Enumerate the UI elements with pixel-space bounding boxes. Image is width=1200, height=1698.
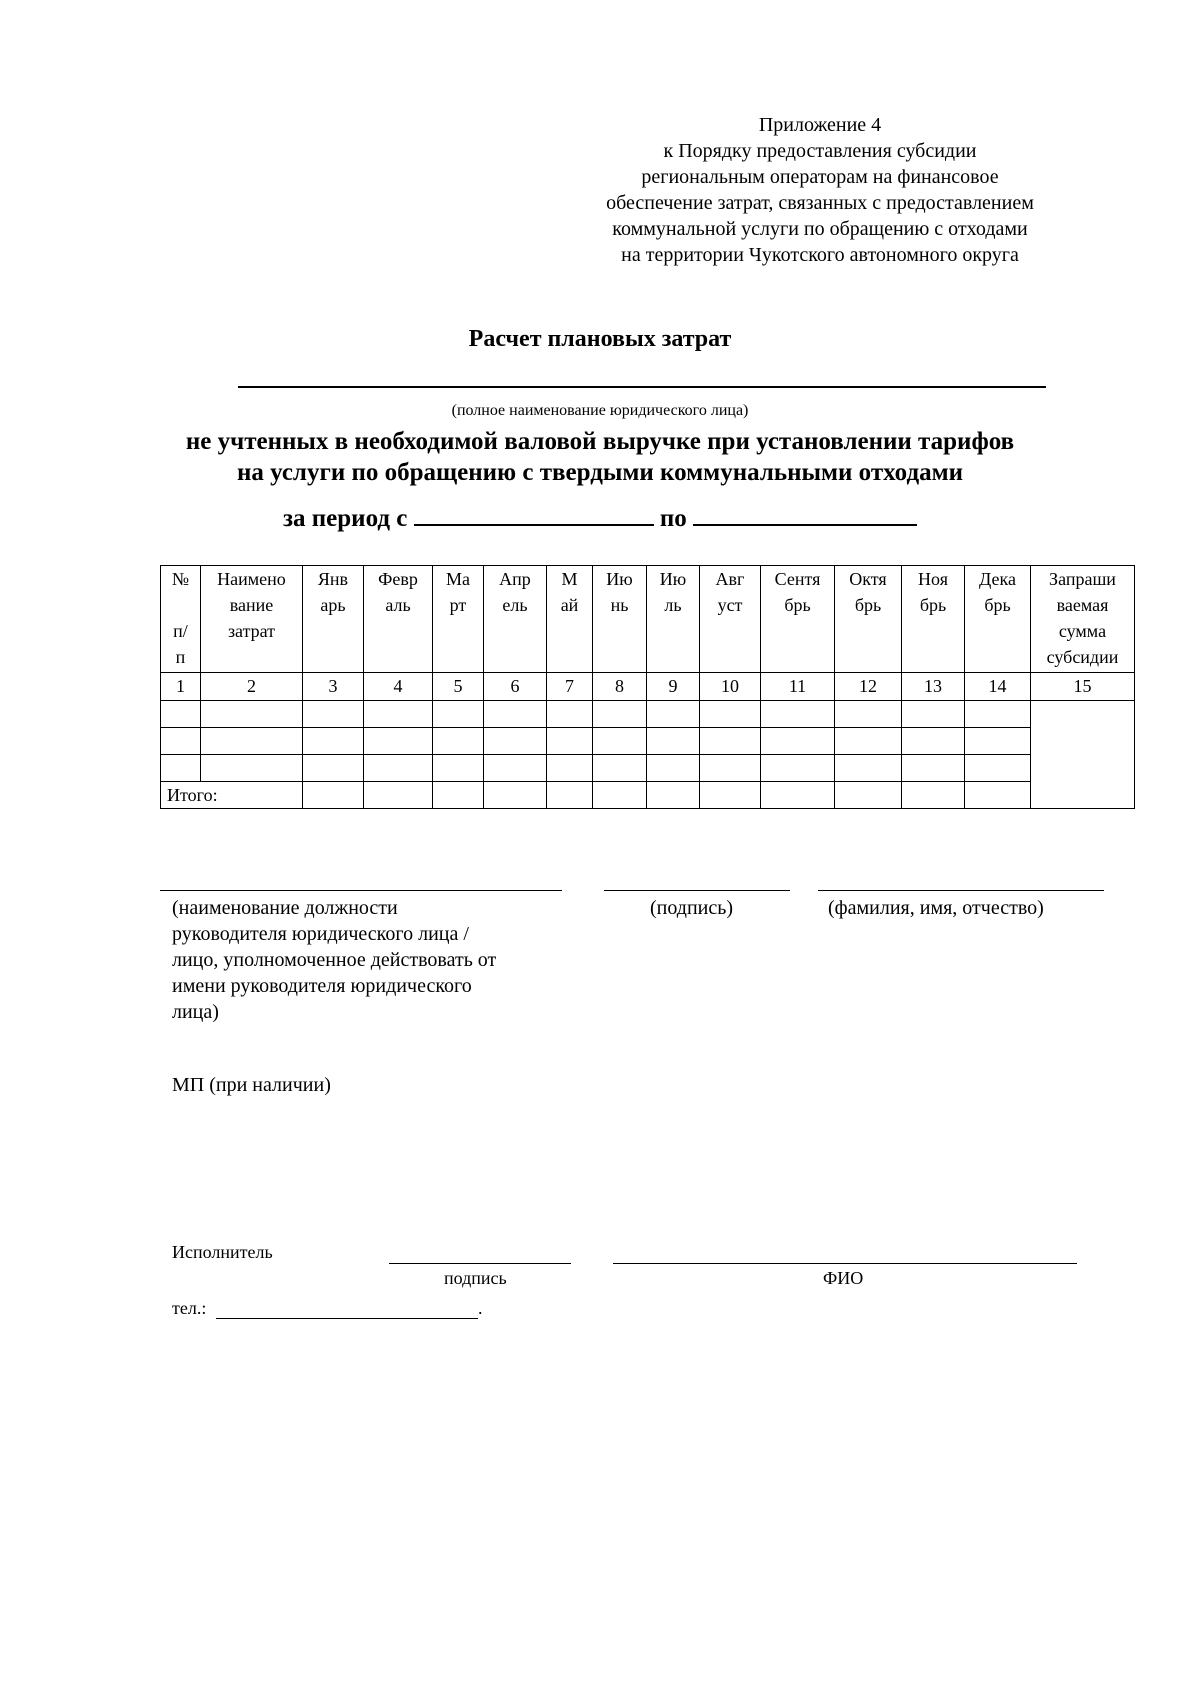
- column-number: 13: [902, 673, 965, 701]
- table-cell: [364, 701, 433, 728]
- period-prefix: за период с: [282, 505, 408, 532]
- table-cell: [647, 728, 700, 755]
- table-cell: [700, 701, 761, 728]
- table-cell: [593, 728, 647, 755]
- header-cell: Ию ль: [647, 566, 700, 673]
- table-cell: [593, 755, 647, 782]
- document-subtitle: [0, 426, 1200, 488]
- table-cell: [761, 755, 835, 782]
- table-cell: [484, 728, 547, 755]
- subtitle-line-1: не учтенных в необходимой валовой выручке при установлении тарифов: [185, 428, 1015, 455]
- document-title: Расчет плановых затрат: [468, 326, 732, 352]
- total-label: Итого:: [161, 782, 303, 809]
- table-cell: [647, 755, 700, 782]
- executor-fio-caption: ФИО: [823, 1268, 864, 1288]
- period-middle: по: [659, 505, 687, 532]
- table-cell: [364, 728, 433, 755]
- table-cell: [303, 701, 364, 728]
- column-number: 5: [433, 673, 484, 701]
- table-cell: [835, 701, 902, 728]
- table-cell: [835, 782, 902, 809]
- table-cell: [161, 701, 201, 728]
- cost-table: [160, 565, 1135, 809]
- table-cell: [700, 782, 761, 809]
- fio-caption: (фамилия, имя, отчество): [828, 897, 1044, 919]
- total-row: [161, 782, 1135, 809]
- table-cell: [761, 701, 835, 728]
- stamp-label: МП (при наличии): [172, 1074, 331, 1096]
- executor-fio-line: [613, 1263, 1077, 1264]
- executor-signature-line: [389, 1263, 571, 1264]
- table-cell: [433, 728, 484, 755]
- appendix-line: к Порядку предоставления субсидии: [663, 140, 977, 162]
- column-number: 10: [700, 673, 761, 701]
- table-row: [161, 728, 1135, 755]
- column-number: 15: [1031, 673, 1135, 701]
- appendix-line: коммунальной услуги по обращению с отходами: [612, 218, 1028, 240]
- table-cell: [965, 782, 1031, 809]
- column-number: 11: [761, 673, 835, 701]
- header-cell: Дека брь: [965, 566, 1031, 673]
- table-cell: [835, 728, 902, 755]
- column-number: 7: [547, 673, 593, 701]
- fio-signature-line: [818, 890, 1104, 891]
- appendix-header: [560, 112, 1080, 268]
- appendix-line: на территории Чукотского автономного округа: [621, 244, 1019, 266]
- table-cell: [902, 755, 965, 782]
- phone-label: тел.:: [172, 1298, 207, 1318]
- column-number-row: [161, 673, 1135, 701]
- header-cell: Янв арь: [303, 566, 364, 673]
- column-number: 6: [484, 673, 547, 701]
- table-cell: [484, 701, 547, 728]
- table-cell: [303, 728, 364, 755]
- table-cell: [364, 755, 433, 782]
- table-cell: [965, 755, 1031, 782]
- appendix-line: региональным операторам на финансовое: [641, 166, 999, 188]
- header-cell: Ноя брь: [902, 566, 965, 673]
- table-cell: [161, 728, 201, 755]
- header-cell: Октя брь: [835, 566, 902, 673]
- entity-name-caption: (полное наименование юридического лица): [451, 402, 749, 419]
- table-cell: [761, 782, 835, 809]
- table-row: [161, 755, 1135, 782]
- table-cell: [902, 701, 965, 728]
- appendix-line: Приложение 4: [758, 114, 882, 136]
- header-cell: Ию нь: [593, 566, 647, 673]
- signature-caption: (подпись): [650, 897, 734, 919]
- table-cell: [700, 728, 761, 755]
- table-cell: [593, 782, 647, 809]
- table-cell: [303, 782, 364, 809]
- column-number: 9: [647, 673, 700, 701]
- table-cell: [484, 755, 547, 782]
- table-cell: [364, 782, 433, 809]
- table-cell: [201, 755, 303, 782]
- table-cell: [484, 782, 547, 809]
- position-signature-line: [160, 890, 562, 891]
- table-cell: [835, 755, 902, 782]
- entity-name-line: [238, 386, 1046, 388]
- header-cell: Февр аль: [364, 566, 433, 673]
- executor-signature-caption: подпись: [444, 1268, 507, 1288]
- header-cell: Наимено вание затрат: [201, 566, 303, 673]
- table-cell: [161, 755, 201, 782]
- table-cell: [593, 701, 647, 728]
- table-cell: [303, 755, 364, 782]
- column-number: 8: [593, 673, 647, 701]
- table-cell: [433, 755, 484, 782]
- table-cell: [547, 728, 593, 755]
- column-number: 3: [303, 673, 364, 701]
- table-cell: [902, 782, 965, 809]
- column-number: 12: [835, 673, 902, 701]
- table-cell: [700, 755, 761, 782]
- subtitle-line-2: на услуги по обращению с твердыми коммунальными отходами: [236, 459, 964, 486]
- table-cell: [201, 728, 303, 755]
- table-cell: [647, 701, 700, 728]
- table-cell: [647, 782, 700, 809]
- signature-line: [604, 890, 790, 891]
- header-cell: Ма рт: [433, 566, 484, 673]
- table-cell: [761, 728, 835, 755]
- column-number: 4: [364, 673, 433, 701]
- position-caption: (наименование должности руководителя юридического лица / лицо, уполномоченное действовать от имени руководителя юридического лица): [172, 897, 497, 1023]
- header-cell: Апр ель: [484, 566, 547, 673]
- table-cell: [547, 755, 593, 782]
- header-cell: Запраши ваемая сумма субсидии: [1031, 566, 1135, 673]
- header-cell: № п/ п: [161, 566, 201, 673]
- phone-line: [216, 1318, 478, 1319]
- phone-end: .: [478, 1298, 483, 1318]
- table-cell: [902, 728, 965, 755]
- table-cell: [965, 701, 1031, 728]
- header-cell: Сентя брь: [761, 566, 835, 673]
- column-number: 1: [161, 673, 201, 701]
- table-cell: [433, 701, 484, 728]
- column-number: 2: [201, 673, 303, 701]
- header-cell: М ай: [547, 566, 593, 673]
- period-end-blank: [693, 502, 917, 526]
- appendix-line: обеспечение затрат, связанных с предоставлением: [606, 192, 1034, 214]
- table-row: [161, 701, 1135, 728]
- table-cell: [433, 782, 484, 809]
- table-cell: [201, 701, 303, 728]
- column-number: 14: [965, 673, 1031, 701]
- header-cell: Авг уст: [700, 566, 761, 673]
- table-cell: [965, 728, 1031, 755]
- subsidy-sum-cell: [1031, 701, 1135, 809]
- table-cell: [547, 782, 593, 809]
- executor-label: Исполнитель: [172, 1242, 273, 1262]
- period-line: [0, 502, 1200, 533]
- period-start-blank: [414, 502, 654, 526]
- table-header-row: [161, 566, 1135, 673]
- table-cell: [547, 701, 593, 728]
